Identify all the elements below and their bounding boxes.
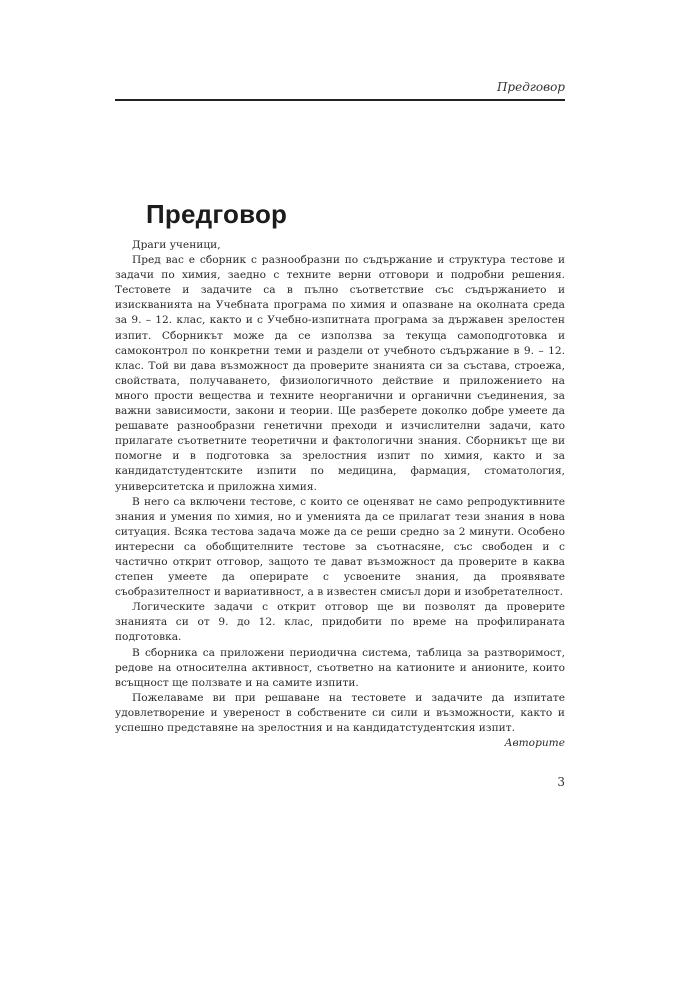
paragraph-4: В сборника са приложени периодична система, таблица за разтворимост, редове на относителна активност, съответно на катионите и анионите, които всъщност ще ползвате и на самите изпити.	[115, 646, 565, 689]
running-header: Предговор	[496, 80, 565, 94]
page-title: Предговор	[146, 199, 288, 229]
paragraph-5: Пожелаваме ви при решаване на тестовете и задачите да изпитате удовлетворение и увереност в собствените си сили и възможности, както и успешно представяне на зрелостния и на кандидатстудентския изпит.	[115, 691, 565, 734]
greeting: Драги ученици,	[132, 239, 221, 251]
preface-body	[115, 238, 565, 751]
paragraph-3: Логическите задачи с открит отговор ще ви позволят да проверите знанията си от 9. до 12. клас, придобити по време на профилираната подготовка.	[115, 601, 565, 644]
paragraph-1: Пред вас е сборник с разнообразни по съдържание и структура тестове и задачи по химия, заедно с техните верни отговори и подробни решения. Тестовете и задачите са в пълно съответствие със съдържанието и изискванията на Учебната програма по химия и опазване на околната среда за 9. – 12. клас, както и с Учебно-изпитната програма за държавен зрелостен изпит. Сборникът може да се използва за текуща самоподготовка и самоконтрол по конкретни теми и раздели от учебното съдържание в 9. – 12. клас. Той ви дава възможност да проверите знанията си за състава, строежа, свойствата, получаването, физиологичното действие и приложението на много прости вещества и техните неорганични и органични съединения, за важни зависимости, закони и теории. Ще разберете доколко добре умеете да решавате разнообразни генетични преходи и изчислителни задачи, като прилагате съответните теоретични и фактологични знания. Сборникът ще ви помогне и в подготовка за зрелостния изпит по химия, както и за кандидатстудентските изпити по медицина, фармация, стоматология, университетска и приложна химия.	[115, 254, 565, 493]
header-rule	[115, 99, 565, 101]
paragraph-2: В него са включени тестове, с които се оценяват не само репродуктивните знания и умения по химия, но и уменията да се прилагат тези знания в нова ситуация. Всяка тестова задача може да се реши средно за 2 минути. Особено интересни са обобщителните тестове за съотнасяне, със свободен и с частично открит отговор, защото те дават възможност да проверите в каква степен умеете да оперирате с усвоените знания, да проявявате съобразителност и вариативност, а в известен смисъл дори и изобретателност.	[115, 495, 565, 599]
signature: Авторите	[504, 737, 565, 750]
page-number: 3	[557, 775, 565, 789]
